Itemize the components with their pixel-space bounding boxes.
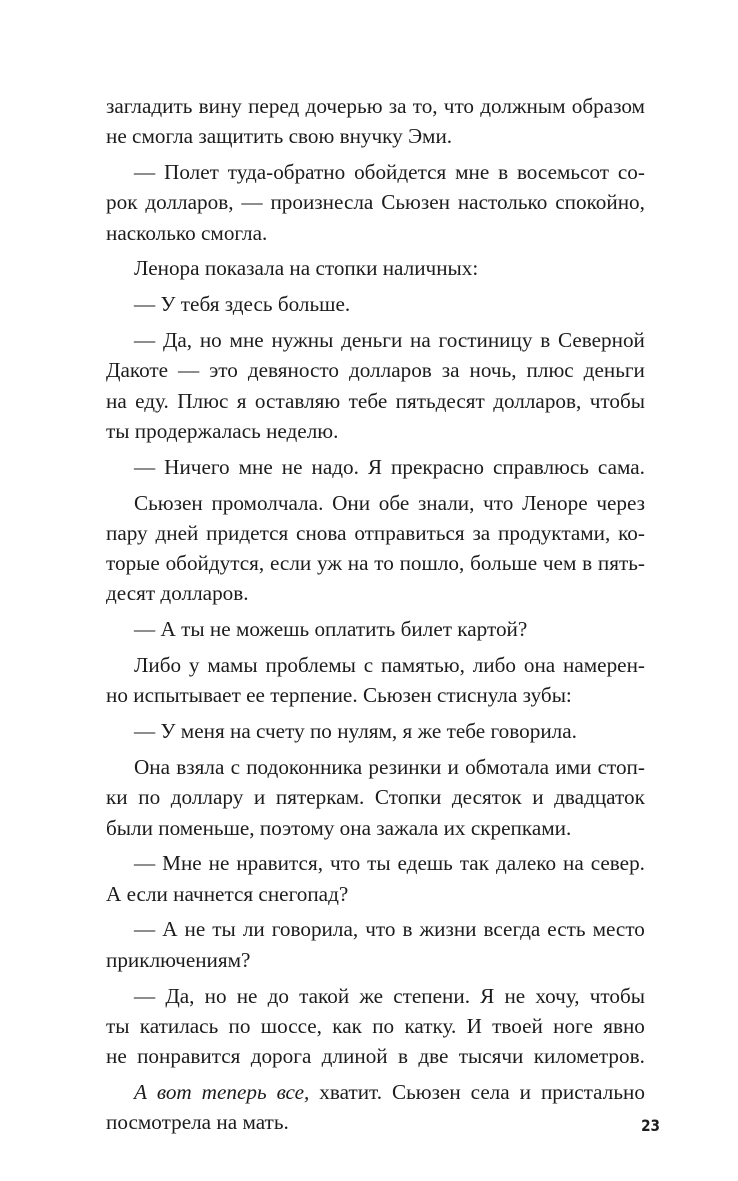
word: прекрасно [391,454,484,479]
word: оплатить [314,617,396,642]
word: вот [156,1079,192,1104]
word: все, [276,1079,310,1104]
word: тысячи [458,1044,524,1069]
word: по [309,719,332,744]
word: — [134,917,156,942]
word: картой? [457,617,528,642]
word: образом [571,94,645,118]
word: но [106,683,128,708]
word: зубы: [522,683,572,708]
word: за [441,358,460,383]
word: можешь [235,617,310,642]
word: — [241,190,263,215]
text-line [106,325,645,355]
word: не [208,851,230,876]
word: далеко [495,851,557,876]
word: Леноре [522,490,588,515]
text-line [106,386,645,416]
word: неделю. [266,418,339,443]
word: не [184,917,206,942]
word: десят [106,581,156,606]
word: такой [299,983,350,1008]
word: продержалась [134,418,261,443]
text-line [106,914,645,944]
word: Стопки [374,785,442,810]
word: больше. [277,292,351,317]
word: внучку [339,124,403,149]
word: ее [246,683,265,708]
word: А [106,881,122,906]
word: говорила, [271,917,359,942]
word: больше [470,551,538,576]
word: хватит. [319,1079,383,1104]
word: уж [317,551,342,576]
word: — [134,617,156,642]
word: степени. [393,983,471,1008]
word: либо [472,653,517,678]
word: здесь [224,292,273,317]
word: ли [242,917,265,942]
word: север. [590,851,645,876]
text-line [106,452,645,482]
word: на [216,1110,238,1135]
text-line [106,1011,645,1041]
word: нулям, [337,719,398,744]
word: промолчала. [211,490,324,515]
text-line [106,1107,645,1137]
word: — [134,160,156,185]
word: — [134,983,156,1008]
word: скрепками. [470,815,572,840]
word: в [540,328,551,353]
word: ты [212,917,236,942]
word: Полет [164,160,219,185]
word: Сьюзен [391,1079,461,1104]
text-line [106,218,645,248]
word: снегопад? [258,881,349,906]
word: через [596,490,645,515]
word: чтобы [589,983,645,1008]
text-line [106,1041,645,1071]
word: намерен- [563,653,645,678]
word: в [402,917,413,942]
word: оставляю [254,388,341,413]
word: тебе [446,719,486,744]
word: обе [378,490,410,515]
word: поэтому [259,815,335,840]
word: зажала [376,815,439,840]
word: подоконника [246,754,363,779]
word: продуктами, [498,520,611,545]
word: не [504,983,526,1008]
word: спокойно, [555,190,645,215]
word: справлюсь [492,454,589,479]
word: проблемы [265,653,356,678]
word: на [563,851,584,876]
word: туда-обратно [227,160,346,185]
word: обмотала [465,754,550,779]
text-line [106,289,645,319]
word: долларов, [493,388,582,413]
text-line [106,879,645,909]
word: стоп- [597,754,645,779]
page-number: 23 [641,1116,660,1135]
word: настолько [457,190,548,215]
word: катку. [404,1013,457,1038]
word: не [106,1044,127,1069]
word: наличных: [382,256,479,281]
word: в [397,1044,408,1069]
word: и [519,1079,532,1104]
word: рок [106,190,138,215]
word: ты [106,418,130,443]
word: мне [229,328,264,353]
word: есть [547,917,586,942]
word: по [138,785,161,810]
word: — [134,454,156,479]
word: не [106,124,127,149]
word: на [230,719,251,744]
word: но [199,328,222,353]
word: пошло, [399,551,465,576]
text-line [106,650,645,680]
word: не [236,983,258,1008]
word: но [204,983,227,1008]
word: меня [180,719,225,744]
text-line [106,157,645,187]
word: понравится [137,1044,241,1069]
text-line [106,187,645,217]
text-line [106,813,645,843]
word: долларов. [160,581,249,606]
word: место [592,917,645,942]
word: и [447,754,459,779]
word: гостиницу [438,328,533,353]
word: она [339,815,371,840]
word: Северной [557,328,645,353]
text-line [106,752,645,782]
word: с [363,653,374,678]
word: по [372,1013,395,1038]
word: перед [248,94,300,118]
word: в [582,551,593,576]
word: Я [367,454,383,479]
text-line [106,716,645,746]
word: за [472,520,491,545]
word: должным [480,94,566,118]
word: смогла. [201,220,268,245]
word: плюс [526,358,574,383]
word: У [160,719,176,744]
word: пять- [597,551,645,576]
word: посмотрела [106,1110,212,1135]
word: показала [204,256,285,281]
text-line [106,416,645,446]
word: резинки [368,754,442,779]
word: по [228,1013,251,1038]
word: катилась [139,1013,219,1038]
word: за [388,94,407,118]
word: она [523,653,556,678]
word: нужны [271,328,334,353]
text-line [106,782,645,812]
word: шоссе, [260,1013,322,1038]
word: восемьсот [516,160,610,185]
word: две [418,1044,449,1069]
word: надо. [311,454,359,479]
word: Да, [162,328,193,353]
word: длиной [321,1044,388,1069]
word: на [410,328,431,353]
word: я [402,719,413,744]
word: У [160,292,176,317]
word: — [134,328,156,353]
word: всегда [483,917,541,942]
word: — [134,292,156,317]
word: с [230,754,240,779]
word: двадцаток [554,785,645,810]
word: ко- [618,520,645,545]
word: как [332,1013,362,1038]
word: девяносто [247,358,339,383]
word: — [134,719,156,744]
word: то [374,551,394,576]
text-line [106,578,645,608]
word: знали, [417,490,475,515]
word: мать. [242,1110,289,1135]
word: ты [367,851,391,876]
word: если [126,881,168,906]
word: пристально [540,1079,645,1104]
word: Она [134,754,171,779]
text-line [106,518,645,548]
word: чтобы [589,388,645,413]
word: поменьше, [158,815,255,840]
word: села [470,1079,510,1104]
word: если [270,551,312,576]
word: начнется [173,881,254,906]
word: ночь, [469,358,517,383]
word: ки [106,785,128,810]
word: дней [155,520,199,545]
word: загладить [106,94,193,118]
word: И [466,1013,482,1038]
text-line [106,355,645,385]
word: ноге [553,1013,593,1038]
word: до [267,983,289,1008]
word: деньги [583,358,645,383]
word: — [134,851,156,876]
word: долларов, [145,190,234,215]
word: это [209,358,238,383]
word: ты [181,617,205,642]
word: и [253,785,266,810]
word: Либо [134,653,182,678]
word: мамы [207,653,258,678]
text-line [106,680,645,710]
word: Я [480,983,495,1008]
word: Сьюзен [134,490,203,515]
word: защитить [198,124,284,149]
word: Мне [162,851,202,876]
word: так [459,851,489,876]
word: же [359,983,384,1008]
word: Плюс [177,388,229,413]
word: мне [455,160,490,185]
word: — [178,358,200,383]
word: мне [238,454,273,479]
word: Сьюзен [381,190,450,215]
word: обойдутся, [165,551,265,576]
text-line [106,91,645,121]
word: же [417,719,442,744]
word: торые [106,551,160,576]
text-line [106,981,645,1011]
word: то, [412,94,438,118]
word: отправиться [354,520,465,545]
word: на [347,551,369,576]
word: вину [198,94,242,118]
word: А [160,617,176,642]
word: стопки [315,256,378,281]
word: что [365,917,396,942]
word: пятьдесят [395,388,485,413]
word: Они [332,490,371,515]
text-line [106,488,645,518]
word: стиснула [436,683,518,708]
word: теперь [201,1079,267,1104]
word: смогла [132,124,194,149]
word: едешь [397,851,453,876]
word: пару [106,520,148,545]
word: А [134,1079,147,1104]
word: тебя [180,292,220,317]
word: твоей [492,1013,543,1038]
word: доллару [170,785,244,810]
word: что [443,94,475,118]
word: дорога [250,1044,312,1069]
word: насколько [106,220,196,245]
word: счету [256,719,305,744]
word: у [188,653,200,678]
word: чем [542,551,577,576]
word: сама. [597,454,645,479]
word: ими [555,754,592,779]
word: что [329,851,361,876]
word: еду. [135,388,169,413]
word: на [289,256,311,281]
word: приключениям? [106,947,251,972]
word: А [162,917,178,942]
word: придется [206,520,289,545]
word: Ничего [164,454,230,479]
word: взяла [176,754,225,779]
text-line [106,614,645,644]
word: говорила. [490,719,577,744]
word: испытывает [133,683,241,708]
word: и [532,785,544,810]
word: что [483,490,514,515]
text-line [106,848,645,878]
word: десяток [451,785,522,810]
text-line [106,548,645,578]
word: жизни [419,917,477,942]
word: километров. [533,1044,645,1069]
word: дочерью [305,94,383,118]
word: Сьюзен [362,683,432,708]
word: свою [288,124,335,149]
word: терпение. [270,683,358,708]
word: ты [106,1013,130,1038]
word: произнесла [270,190,374,215]
word: снова [296,520,347,545]
word: я [236,388,247,413]
word: пятеркам. [275,785,365,810]
word: в [498,160,509,185]
word: памятью, [380,653,465,678]
word: нравится, [236,851,323,876]
word: со- [617,160,645,185]
word: были [106,815,153,840]
word: не [281,454,303,479]
text-line [106,253,645,283]
word: явно [603,1013,645,1038]
word: на [106,388,127,413]
word: Ленора [134,256,200,281]
word: хочу, [535,983,580,1008]
word: Да, [165,983,195,1008]
text-line [106,1077,645,1107]
word: тебе [348,388,388,413]
word: деньги [341,328,403,353]
word: Эми. [408,124,453,149]
word: обойдется [354,160,447,185]
word: не [209,617,231,642]
text-line [106,121,645,151]
word: Дакоте [106,358,169,383]
word: их [443,815,466,840]
text-line [106,945,645,975]
word: долларов [348,358,432,383]
word: билет [400,617,452,642]
body-text [106,91,645,1138]
